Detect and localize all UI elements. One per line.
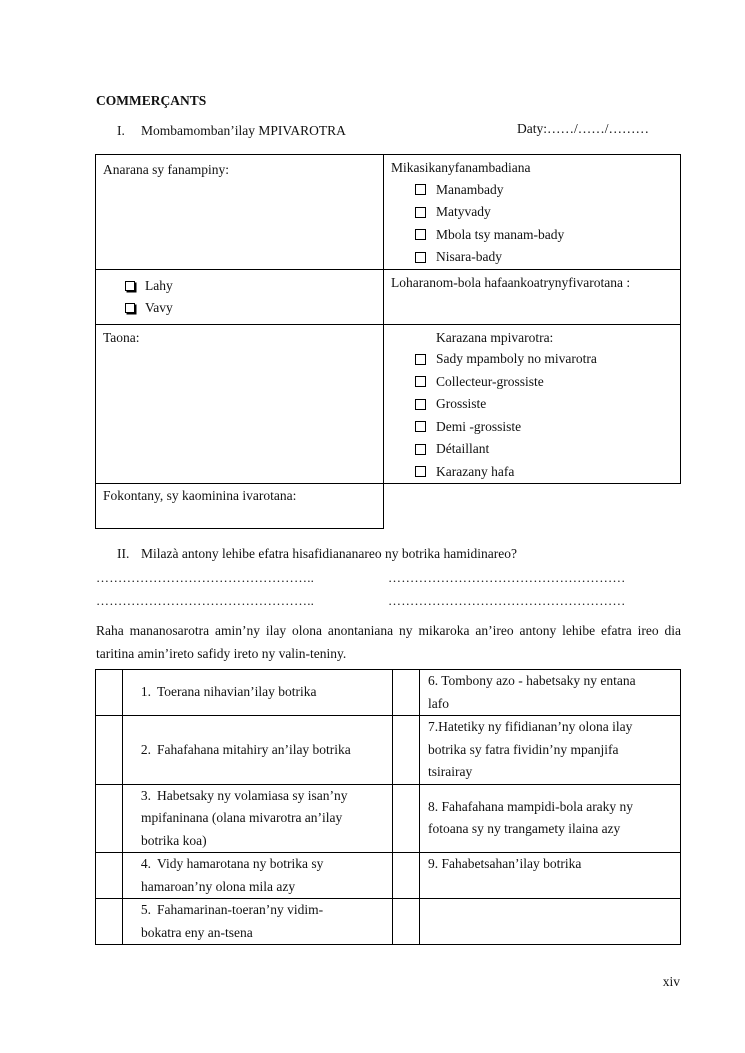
checkbox-cell-9[interactable] bbox=[393, 853, 420, 899]
location-label: Fokontany, sy kaominina ivarotana: bbox=[103, 488, 297, 503]
section-2-text: Milazà antony lehibe efatra hisafidiananareo ny botrika hamidinareo? bbox=[141, 546, 517, 561]
checkbox-icon bbox=[415, 444, 426, 455]
checkbox-female[interactable]: Vavy bbox=[125, 297, 383, 320]
section-1-title bbox=[117, 123, 346, 139]
reasons-table bbox=[95, 669, 681, 945]
checkbox-single[interactable]: Mbola tsy manam-bady bbox=[415, 224, 680, 247]
checkbox-icon bbox=[125, 281, 135, 291]
answer-line-4[interactable]: ……………………………………………… bbox=[388, 593, 626, 608]
checkbox-divorced[interactable]: Nisara-bady bbox=[415, 246, 680, 269]
reason-5: 5. Fahamarinan-toeran’ny vidim- bokatra eny an-tsena bbox=[123, 899, 393, 945]
reason-7: 7.Hatetiky ny fifidianan’ny olona ilay botrika sy fatra fividin’ny mpanjifa tsirairay bbox=[420, 716, 681, 785]
answer-line-2[interactable]: ……………………………………………… bbox=[388, 570, 626, 585]
checkbox-widowed[interactable]: Matyvady bbox=[415, 201, 680, 224]
checkbox-cell-6[interactable] bbox=[393, 670, 420, 716]
checkbox-icon bbox=[415, 399, 426, 410]
checkbox-cell-8[interactable] bbox=[393, 784, 420, 853]
checkbox-cell-3[interactable] bbox=[96, 784, 123, 853]
checkbox-icon bbox=[415, 229, 426, 240]
checkbox-married[interactable]: Manambady bbox=[415, 179, 680, 202]
page-heading: COMMERÇANTS bbox=[96, 93, 207, 108]
reason-8: 8. Fahafahana mampidi-bola araky ny fotoana sy ny trangamety ilaina azy bbox=[420, 784, 681, 853]
location-cell[interactable] bbox=[96, 484, 384, 529]
answer-line-3[interactable]: ………………………………………….. bbox=[96, 593, 315, 608]
age-cell[interactable] bbox=[96, 324, 384, 484]
gender-cell bbox=[96, 269, 384, 324]
empty-cell bbox=[384, 484, 681, 529]
reason-6: 6. Tombony azo - habetsaky ny entana lafo bbox=[420, 670, 681, 716]
checkbox-retailer[interactable]: Détaillant bbox=[415, 438, 680, 461]
reason-9: 9. Fahabetsahan’ilay botrika bbox=[420, 853, 681, 899]
section-1-text: Mombamomban’ilay MPIVAROTRA bbox=[141, 123, 346, 138]
reason-1: 1. Toerana nihavian’ilay botrika bbox=[123, 670, 393, 716]
checkbox-icon bbox=[415, 252, 426, 263]
checkbox-farmer-seller[interactable]: Sady mpamboly no mivarotra bbox=[415, 348, 680, 371]
answer-line-1[interactable]: ………………………………………….. bbox=[96, 570, 315, 585]
page-number: xiv bbox=[662, 974, 680, 989]
checkbox-male[interactable]: Lahy bbox=[125, 275, 383, 298]
checkbox-wholesaler[interactable]: Grossiste bbox=[415, 393, 680, 416]
checkbox-cell-4[interactable] bbox=[96, 853, 123, 899]
reason-4: 4. Vidy hamarotana ny botrika sy hamaroan’ny olona mila azy bbox=[123, 853, 393, 899]
name-cell[interactable] bbox=[96, 155, 384, 270]
checkbox-icon bbox=[415, 376, 426, 387]
reason-empty bbox=[420, 899, 681, 945]
checkbox-cell-5[interactable] bbox=[96, 899, 123, 945]
other-income-label: Loharanom-bola hafaankoatrynyfivarotana : bbox=[391, 274, 631, 290]
seller-info-table bbox=[95, 154, 681, 529]
reason-3: 3. Habetsaky ny volamiasa sy isan’ny mpifaninana (olana mivarotra an’ilay botrika koa) bbox=[123, 784, 393, 853]
date-field[interactable]: Daty:……/……/……… bbox=[517, 121, 649, 136]
checkbox-icon bbox=[415, 354, 426, 365]
checkbox-cell-7[interactable] bbox=[393, 716, 420, 785]
section-1-number: I. bbox=[117, 123, 125, 138]
section-2-number: II. bbox=[117, 546, 130, 561]
reason-2: 2. Fahafahana mitahiry an’ilay botrika bbox=[123, 716, 393, 785]
checkbox-collector-wholesaler[interactable]: Collecteur-grossiste bbox=[415, 371, 680, 394]
marital-status-cell bbox=[384, 155, 681, 270]
checkbox-icon bbox=[415, 421, 426, 432]
seller-type-label: Karazana mpivarotra: bbox=[436, 329, 554, 345]
age-label: Taona: bbox=[103, 329, 140, 345]
checkbox-icon bbox=[415, 466, 426, 477]
checkbox-cell-10[interactable] bbox=[393, 899, 420, 945]
checkbox-icon bbox=[415, 184, 426, 195]
instruction-paragraph: Raha mananosarotra amin’ny ilay olona anontaniana ny mikaroka an’ireo antony lehibe efatra ireo dia taritina amin’ireto safidy ireto ny valin-teniny. bbox=[96, 623, 681, 661]
checkbox-icon bbox=[415, 207, 426, 218]
checkbox-other-type[interactable]: Karazany hafa bbox=[415, 461, 680, 484]
checkbox-semi-wholesaler[interactable]: Demi -grossiste bbox=[415, 416, 680, 439]
section-2-title bbox=[117, 546, 517, 562]
name-label: Anarana sy fanampiny: bbox=[103, 162, 229, 177]
marital-status-label: Mikasikanyfanambadiana bbox=[391, 160, 531, 175]
checkbox-icon bbox=[125, 303, 135, 313]
seller-type-cell bbox=[384, 324, 681, 484]
checkbox-cell-2[interactable] bbox=[96, 716, 123, 785]
checkbox-cell-1[interactable] bbox=[96, 670, 123, 716]
other-income-cell[interactable] bbox=[384, 269, 681, 324]
